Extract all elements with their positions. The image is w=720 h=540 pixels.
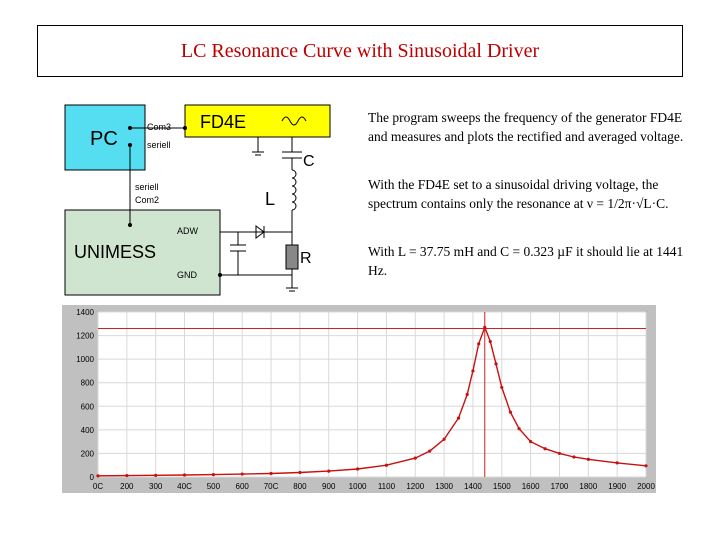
- data-point: [644, 464, 647, 467]
- r-label: R: [300, 250, 312, 267]
- data-point: [471, 369, 474, 372]
- l-label: L: [265, 189, 276, 209]
- data-point: [543, 447, 546, 450]
- x-tick-label: 600: [235, 482, 249, 491]
- y-tick-label: 1400: [76, 308, 94, 317]
- x-tick-label: 1300: [435, 482, 454, 491]
- x-tick-label: 1000: [348, 482, 367, 491]
- circuit-diagram: [60, 100, 340, 300]
- data-point: [96, 474, 99, 477]
- data-point: [558, 452, 561, 455]
- x-tick-label: 40C: [177, 482, 192, 491]
- y-tick-label: 400: [80, 425, 94, 435]
- data-point: [183, 473, 186, 476]
- seriell-mid-label: seriell: [135, 182, 159, 192]
- data-point: [483, 326, 486, 329]
- paragraph-resonance: With the FD4E set to a sinusoidal driving voltage, the spectrum contains only the resonance at ν = 1/2π·√L·C.: [368, 177, 669, 211]
- pc-label: PC: [90, 128, 118, 150]
- data-point: [212, 473, 215, 476]
- data-point: [466, 393, 469, 396]
- paragraph-sweep: The program sweeps the frequency of the generator FD4E and measures and plots the rectified and averaged voltage.: [368, 110, 684, 144]
- data-point: [529, 440, 532, 443]
- data-point: [457, 416, 460, 419]
- resistor: [286, 245, 298, 269]
- x-tick-label: 1500: [492, 482, 511, 491]
- data-point: [587, 458, 590, 461]
- resonance-chart: [62, 305, 656, 493]
- paragraph-values: With L = 37.75 mH and C = 0.323 µF it should lie at 1441 Hz.: [368, 244, 684, 278]
- data-point: [572, 455, 575, 458]
- plot-area: [98, 312, 646, 477]
- x-tick-label: 300: [149, 482, 163, 491]
- y-tick-label: 800: [80, 378, 94, 388]
- slide-title: LC Resonance Curve with Sinusoidal Driver: [180, 39, 540, 62]
- data-point: [298, 471, 301, 474]
- com2-label: Com2: [135, 195, 160, 205]
- data-point: [269, 472, 272, 475]
- inductor-coil: [292, 170, 296, 210]
- data-point: [616, 461, 619, 464]
- fd4e-label: FD4E: [200, 112, 247, 132]
- y-tick-label: 1000: [76, 355, 94, 365]
- data-point: [517, 427, 520, 430]
- x-tick-label: 900: [322, 482, 336, 491]
- x-tick-label: 200: [120, 482, 134, 491]
- data-point: [494, 362, 497, 365]
- data-point: [125, 474, 128, 477]
- data-point: [154, 474, 157, 477]
- x-tick-label: 1700: [550, 482, 569, 491]
- x-tick-label: 70C: [263, 482, 279, 491]
- com3-label: Com3: [147, 122, 172, 132]
- x-tick-label: 2000: [637, 482, 655, 491]
- y-tick-label: 200: [80, 449, 94, 459]
- data-point: [414, 457, 417, 460]
- data-point: [509, 411, 512, 414]
- gnd-label: GND: [177, 270, 197, 280]
- x-tick-label: 1900: [608, 482, 627, 491]
- seriell-top-label: seriell: [147, 140, 171, 150]
- x-tick-label: 1100: [377, 482, 396, 491]
- c-label: C: [303, 153, 315, 170]
- y-tick-label: 1200: [76, 331, 94, 341]
- x-tick-label: 1200: [406, 482, 425, 491]
- x-tick-label: 800: [293, 482, 307, 491]
- data-point: [477, 342, 480, 345]
- title-box: [37, 25, 683, 77]
- x-tick-label: 1400: [464, 482, 482, 491]
- data-point: [327, 470, 330, 473]
- y-tick-label: 600: [80, 402, 94, 412]
- unimess-label: UNIMESS: [74, 242, 157, 262]
- data-point: [443, 438, 446, 441]
- data-point: [428, 449, 431, 452]
- x-tick-label: 1800: [579, 482, 598, 491]
- data-point: [385, 464, 388, 467]
- y-tick-label: 0: [89, 473, 94, 482]
- data-point: [241, 472, 244, 475]
- adw-label: ADW: [177, 226, 198, 236]
- x-tick-label: 0C: [92, 482, 104, 491]
- x-tick-label: 500: [206, 482, 221, 491]
- data-point: [500, 386, 503, 389]
- data-point: [356, 467, 359, 470]
- data-point: [489, 340, 492, 343]
- x-tick-label: 1600: [521, 482, 540, 491]
